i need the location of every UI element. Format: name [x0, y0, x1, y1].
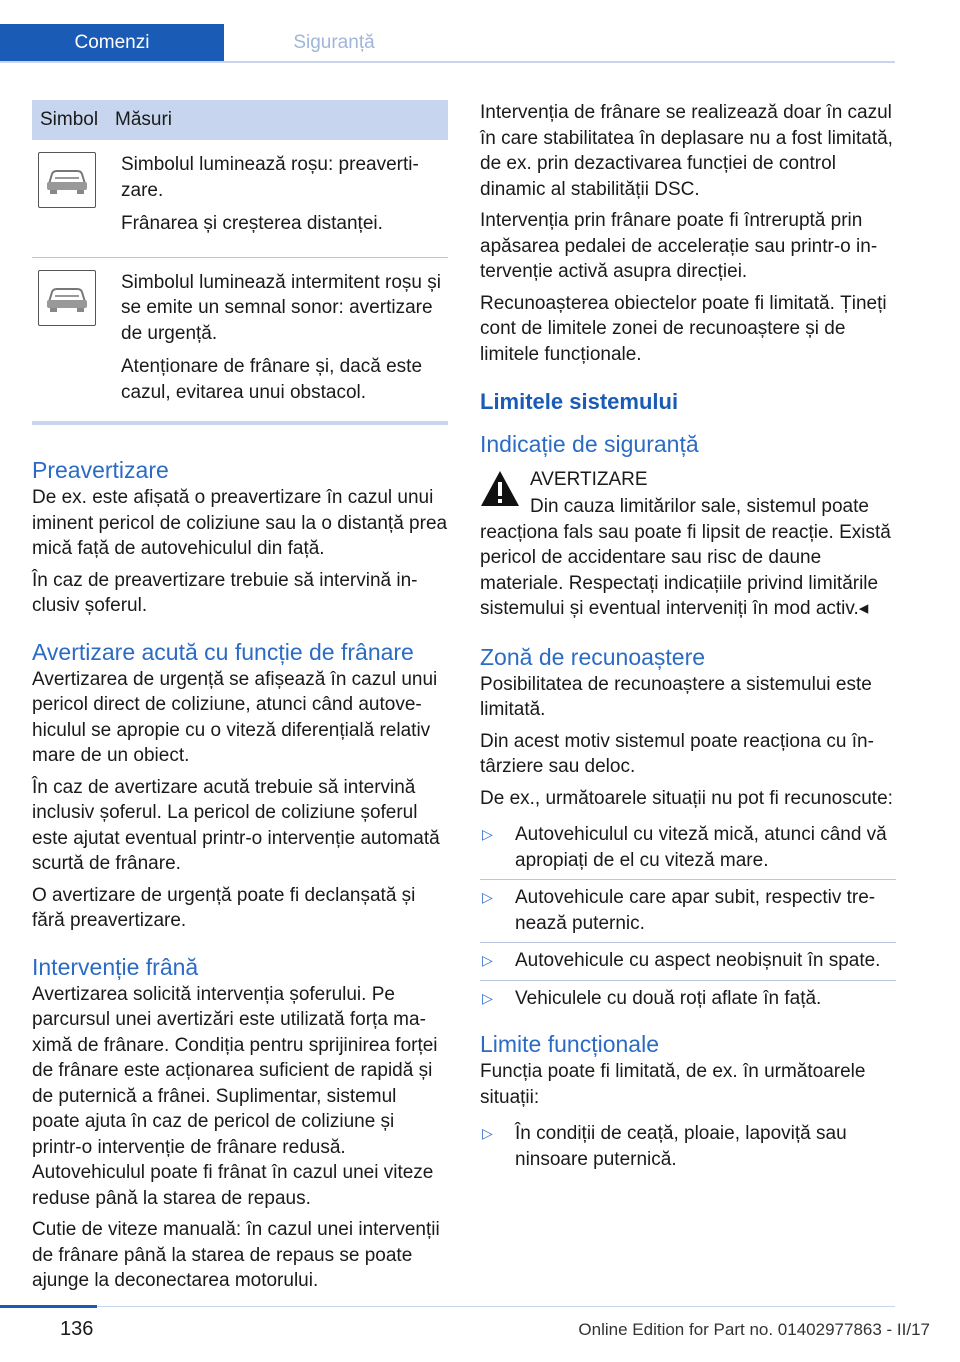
paragraph: În caz de preavertizare trebuie să intervină inclusiv șoferul.: [32, 569, 418, 616]
heading-avertizare-acuta: Avertizare acută cu funcție de frânare: [32, 638, 414, 665]
list-item: ▷ Autovehicule care apar subit, respectiv trenează puternic.: [480, 880, 896, 943]
row-text: Simbolul luminează intermitent roșu și se emite un semnal sonor: avertizare de urgență.: [121, 271, 441, 344]
row-text: Simbolul luminează roșu: preavertizare.: [121, 154, 419, 201]
bullet-triangle-icon: ▷: [482, 889, 493, 905]
bullet-triangle-icon: ▷: [482, 1125, 493, 1141]
car-warning-icon: [38, 270, 96, 326]
list-item: ▷ Autovehiculul cu viteză mică, atunci când vă apropiați de el cu viteză mare.: [480, 817, 896, 880]
list-item: ▷ În condiții de ceață, ploaie, lapoviță sau ninsoare puternică.: [480, 1116, 896, 1178]
list-item: ▷ Vehiculele cu două roți aflate în față.: [480, 981, 896, 1018]
paragraph: Avertizarea de urgență se afișează în cazul unui pericol direct de coliziune, atunci când autovehiculul se apropie cu o viteză diferențială relativ mare de un obiect.: [32, 668, 438, 766]
table-row: [32, 258, 448, 426]
paragraph: Intervenția prin frânare poate fi întreruptă prin apăsarea pedalei de accelerație sau printr-o intervenție activă asupra direcției.: [480, 210, 878, 282]
paragraph: Cutie de viteze manuală: în cazul unei intervenții de frânare până la starea de repaus se poate ajunge la deconectarea motorului.: [32, 1219, 440, 1291]
heading-limitele-sistemului: Limitele sistemului: [480, 389, 679, 414]
tab-siguranta[interactable]: Siguranță: [293, 32, 375, 53]
paragraph: Din acest motiv sistemul poate reacționa cu întârziere sau deloc.: [480, 730, 874, 777]
heading-interventie-frana: Intervenție frână: [32, 953, 199, 980]
edition-text: Online Edition for Part no. 01402977863 - II/17: [578, 1320, 930, 1339]
paragraph: Posibilitatea de recunoaștere a sistemului este limitată.: [480, 673, 872, 720]
heading-limite-functionale: Limite funcționale: [480, 1031, 659, 1057]
heading-indicatie-siguranta: Indicație de siguranță: [480, 431, 699, 457]
paragraph: O avertizare de urgență poate fi declanșată și fără preavertizare.: [32, 884, 416, 931]
table-header: [32, 100, 448, 140]
row-text: Frânarea și creșterea distanței.: [121, 213, 383, 234]
paragraph: În caz de avertizare acută trebuie să intervină inclusiv șoferul. La pericol de coliziune șoferul este ajutat eventual printr-o intervenție automată scurtă de frânare.: [32, 776, 440, 874]
warning-text: Din cauza limitărilor sale, sistemul poate reacționa fals sau poate fi lipsit de reacție. Există pericol de accidentare sau risc de daune materiale. Respectați indicațiile privind limitările sistemului și eventual interveniți în mod activ.◂: [480, 496, 891, 619]
left-column: [32, 100, 448, 1300]
paragraph: Intervenția de frânare se realizează doar în cazul în care stabilitatea în deplasare nu a fost limitată, de ex. prin dezactivarea funcției de control dinamic al stabilității DSC.: [480, 102, 893, 200]
bullet-triangle-icon: ▷: [482, 989, 493, 1006]
bullet-triangle-icon: ▷: [482, 826, 493, 842]
bullet-triangle-icon: ▷: [482, 952, 493, 968]
zone-list: [480, 817, 896, 1017]
paragraph: Recunoașterea obiectelor poate fi limitată. Țineți cont de limitele zonei de recunoaștere și de limitele funcționale.: [480, 292, 887, 365]
col-measures-header: Măsuri: [115, 109, 173, 131]
paragraph: Funcția poate fi limitată, de ex. în următoarele situații:: [480, 1061, 866, 1108]
page-number-bar: [0, 1305, 97, 1308]
function-list: [480, 1116, 896, 1178]
paragraph: De ex. este afișată o preavertizare în cazul unui iminent pericol de coliziune sau la o distanță prea mică față de autovehiculul din față.: [32, 487, 448, 559]
car-warning-icon: [38, 152, 96, 208]
paragraph: De ex., următoarele situații nu pot fi recunoscute:: [480, 787, 893, 809]
header-rule: [0, 61, 895, 63]
row-text: Atenționare de frânare și, dacă este cazul, evitarea unui obstacol.: [121, 356, 423, 403]
tab-comenzi[interactable]: Comenzi: [0, 24, 224, 62]
heading-preavertizare: Preavertizare: [32, 457, 169, 483]
table-row: [32, 140, 448, 258]
warning-triangle-icon: [480, 469, 520, 509]
heading-zona-recunoastere: Zonă de recunoaștere: [480, 643, 706, 670]
footer-rule: [97, 1306, 895, 1307]
warning-label: AVERTIZARE: [530, 469, 648, 490]
list-item: ▷ Autovehicule cu aspect neobișnuit în spate.: [480, 943, 896, 981]
right-column: [480, 100, 896, 1178]
header-tabs: [0, 24, 444, 62]
page-number: 136: [60, 1318, 94, 1340]
paragraph: Avertizarea solicită intervenția șoferului. Pe parcursul unei avertizări este utilizată forța maximă de frânare. Condiția pentru sprijinirea forței de frânare este acționarea suficient de rapidă și de puternică a frânei. Suplimentar, sistemul poate ajuta în caz de pericol de coliziune și printr-o intervenție de frânare redusă. Autovehiculul poate fi frânat în cazul unei viteze reduse până la starea de repaus.: [32, 983, 438, 1209]
col-symbol-header: Simbol: [40, 109, 99, 131]
